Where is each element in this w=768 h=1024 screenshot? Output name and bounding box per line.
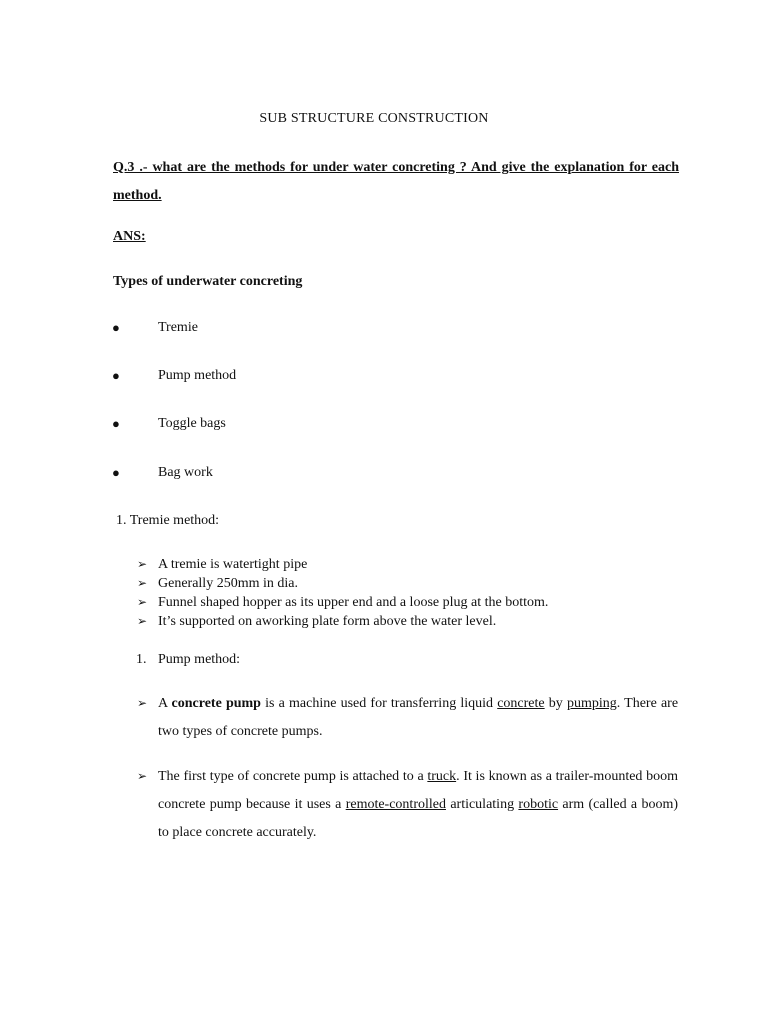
text-run: . It is known as a trailer-mounted boom concrete pump because it uses a: [158, 769, 679, 812]
bullet-dot-icon: ●: [112, 368, 120, 383]
list-item: A tremie is watertight pipe: [158, 557, 308, 572]
page-title: SUB STRUCTURE CONSTRUCTION: [259, 111, 489, 126]
pump-paragraph-2: [158, 763, 678, 847]
bullet-dot-icon: ●: [112, 465, 120, 480]
concrete-pump-term: concrete pump: [171, 696, 261, 711]
bullet-dot-icon: ●: [112, 320, 120, 335]
arrow-bullet-icon: ➢: [137, 696, 148, 710]
arrow-bullet-icon: ➢: [137, 576, 148, 590]
robotic-link[interactable]: robotic: [518, 797, 559, 812]
arrow-bullet-icon: ➢: [137, 595, 148, 609]
pumping-link[interactable]: pumping: [566, 696, 617, 711]
list-item: It’s supported on aworking plate form above the water level.: [158, 614, 497, 629]
list-item: Toggle bags: [158, 416, 226, 431]
concrete-link[interactable]: concrete: [497, 696, 545, 711]
truck-link[interactable]: truck: [427, 769, 457, 784]
question-text: Q.3 .- what are the methods for under water concreting ? And give the explanation for each method.: [113, 160, 679, 203]
section-number: 1.: [136, 652, 147, 667]
arrow-bullet-icon: ➢: [137, 614, 148, 628]
types-heading: Types of underwater concreting: [113, 274, 303, 289]
text-run: arm (called a boom) to place concrete accurately.: [158, 797, 678, 840]
section-heading-tremie: 1. Tremie method:: [116, 513, 220, 528]
arrow-bullet-icon: ➢: [137, 769, 148, 783]
list-item: Funnel shaped hopper as its upper end and a loose plug at the bottom.: [158, 595, 549, 610]
bullet-dot-icon: ●: [112, 416, 120, 431]
list-item: Tremie: [158, 320, 198, 335]
list-item: Generally 250mm in dia.: [158, 576, 298, 591]
arrow-bullet-icon: ➢: [137, 557, 148, 571]
pump-paragraph-1: [158, 690, 678, 746]
text-run: A: [158, 696, 168, 711]
list-item: Pump method: [158, 368, 237, 383]
text-run: The first type of concrete pump is attached to a: [158, 769, 424, 784]
text-run: . There are two types of concrete pumps.: [158, 696, 679, 739]
text-run: by: [548, 696, 563, 711]
text-run: articulating: [450, 797, 515, 812]
remote-controlled-link[interactable]: remote-controlled: [345, 797, 446, 812]
answer-label: ANS:: [113, 229, 146, 244]
text-run: is a machine used for transferring liquid: [265, 696, 494, 711]
section-heading-pump: Pump method:: [158, 652, 241, 667]
list-item: Bag work: [158, 465, 213, 480]
